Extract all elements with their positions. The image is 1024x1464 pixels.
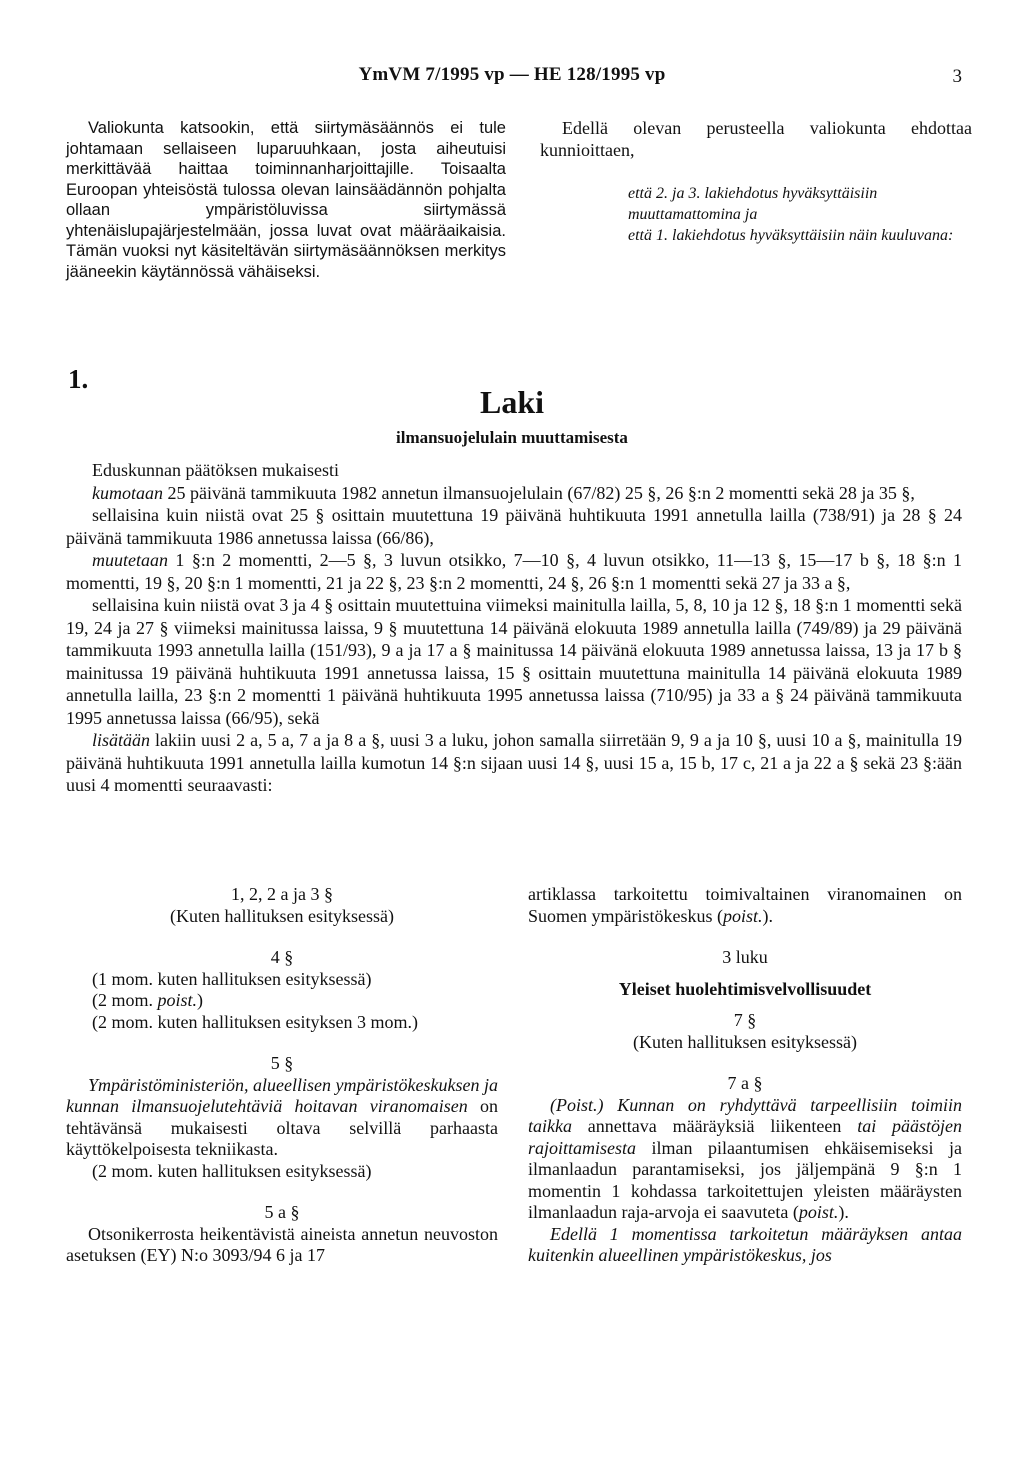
amend-keyword: muutetaan xyxy=(92,550,168,570)
chapter-title: Yleiset huolehtimisvelvollisuudet xyxy=(618,978,872,999)
amend-text: 1 §:n 2 momentti, 2—5 §, 3 luvun otsikko, 7—10 §, 4 luvun otsikko, 11—13 §, 15—17 b §, 18 §:n 1 momentti, 19 §, 20 §:n 1 momentti, 21 ja 22 §, 23 §:n 2 momentti, 24 §, 26 §:n 1 momentti sekä 27 ja 33 a §, xyxy=(66,550,962,593)
repeal-text: 25 päivänä tammikuuta 1982 annetun ilmansuojelulain (67/82) 25 §, 26 §:n 2 momentti sekä 28 ja 35 §, xyxy=(163,482,915,503)
law-title: Laki xyxy=(479,384,545,420)
proposal-item-2: että 1. lakiehdotus hyväksyttäisiin näin kuuluvana: xyxy=(628,227,954,244)
section-5a-heading: 5 a § xyxy=(264,1202,300,1222)
bottom-left-column xyxy=(66,884,498,1267)
section-7a-paragraph-2: Edellä 1 momentissa tarkoitetun määräyksen antaa kuitenkin alueellinen ympäristökeskus, jos xyxy=(528,1223,962,1265)
top-left-column xyxy=(66,118,506,282)
running-header: YmVM 7/1995 vp — HE 128/1995 vp xyxy=(358,64,666,85)
page-number: 3 xyxy=(952,66,962,87)
section-5-body: on tehtävänsä mukaisesti oltava selvillä parhaasta käyttökelpoisesta tekniikasta. xyxy=(66,1096,498,1159)
section-7a-heading: 7 a § xyxy=(727,1073,763,1093)
section-4-note-2-italic: poist. xyxy=(157,990,198,1010)
section-7-note: (Kuten hallituksen esityksessä) xyxy=(633,1031,857,1052)
amend-paragraph xyxy=(66,549,962,594)
proposal-intro: Edellä olevan perusteella valiokunta ehdottaa kunnioittaen, xyxy=(540,118,972,160)
section-7a-p1-a: (Poist.) Kunnan on ryhdyttävä tarpeellisiin toimiin taikka xyxy=(528,1094,962,1136)
top-right-column xyxy=(540,118,972,246)
section-5-heading: 5 § xyxy=(270,1053,294,1073)
section-5-italic: Ympäristöministeriön, alueellisen ympäristökeskuksen ja kunnan ilmansuojelutehtäviä hoitavan viranomaisen xyxy=(66,1074,498,1116)
section-1-3-note: (Kuten hallituksen esityksessä) xyxy=(170,905,394,926)
section-7a-p1-c: tai päästöjen rajoittamisesta xyxy=(528,1116,963,1158)
section-7a-p1-e: poist. xyxy=(798,1202,839,1222)
repeal-detail: sellaisina kuin niistä ovat 25 § osittain muutettuna 19 päivänä huhtikuuta 1991 annetulla lailla (738/91) ja 28 § 24 päivänä tammikuuta 1986 annetussa laissa (66/86), xyxy=(66,505,962,548)
proposal-item-1: että 2. ja 3. lakiehdotus hyväksyttäisiin muuttamattomina ja xyxy=(628,185,878,223)
section-4-note-2 xyxy=(66,990,498,1012)
add-keyword: lisätään xyxy=(92,730,151,750)
law-number: 1. xyxy=(68,364,89,394)
section-4-heading: 4 § xyxy=(270,947,294,967)
enactment-clause xyxy=(66,459,962,797)
section-7a-p1-f: ). xyxy=(838,1202,849,1222)
section-7-heading: 7 § xyxy=(733,1010,757,1030)
section-4-note-2-post: ) xyxy=(197,990,204,1010)
section-5a-cont-pre: artiklassa tarkoitettu toimivaltainen viranomainen on Suomen ympäristökeskus ( xyxy=(528,884,962,926)
bottom-right-column xyxy=(528,884,962,1267)
section-1-3-heading: 1, 2, 2 a ja 3 § xyxy=(231,884,333,904)
amend-detail: sellaisina kuin niistä ovat 3 ja 4 § osittain muutettuina viimeksi mainitulla lailla, 5, 8, 10 ja 12 §, 18 §:n 1 momentti sekä 19, 24 ja 27 § viimeksi mainitussa laissa, 9 § muutettuna 14 päivänä elokuuta 1989 annetulla lailla (749/89) ja 29 päivänä tammikuuta 1993 annetulla lailla (151/93), 9 a ja 17 a § mainitussa 14 päivänä elokuuta 1989 annetussa laissa, 13 ja 17 b § mainitussa 19 päivänä huhtikuuta 1991 annetussa laissa, 15 § osittain muutettuna mainitulla 14 päivänä elokuuta 1989 annetulla lailla, 23 §:n 2 momentti 1 päivänä huhtikuuta 1995 annetussa laissa (710/95) ja 33 a § 24 päivänä tammikuuta 1995 annetussa laissa (66/95), sekä xyxy=(66,595,962,728)
section-7a-p1-b: annettava määräyksiä liikenteen xyxy=(571,1116,858,1136)
repeal-keyword: kumotaan xyxy=(92,482,163,503)
proposal-list xyxy=(540,183,972,246)
section-5a-cont-italic: poist. xyxy=(723,905,763,926)
section-5-text xyxy=(66,1075,498,1161)
section-4-note-2-pre: (2 mom. xyxy=(92,990,158,1010)
section-7a-paragraph-1 xyxy=(528,1095,962,1224)
section-5a-text: Otsonikerrosta heikentävistä aineista annetun neuvoston asetuksen (EY) N:o 3093/94 6 ja 17 xyxy=(66,1223,498,1265)
add-text: lakiin uusi 2 a, 5 a, 7 a ja 8 a §, uusi 3 a luku, johon samalla siirretään 9, 9 a ja 10 §, uusi 10 a §, mainitulla 19 päivänä huhtikuuta 1991 annetulla lailla kumotun 14 §:n sijaan uusi 14 §, uusi 15 a, 15 b, 17 c, 21 a ja 22 a § sekä 23 §:ään uusi 4 momentti seuraavasti: xyxy=(66,730,962,795)
law-subtitle: ilmansuojelulain muuttamisesta xyxy=(396,428,628,447)
chapter-number: 3 luku xyxy=(722,947,768,967)
section-5a-cont-post: ). xyxy=(762,905,774,926)
repeal-paragraph xyxy=(66,482,962,505)
committee-paragraph: Valiokunta katsookin, että siirtymäsäännös ei tule johtamaan sellaiseen luparuuhkaan, josta aiheutuisi merkittävää haittaa toiminnanharjoittajille. Toisaalta Euroopan yhteisöstä tulossa olevan lainsäädännön pohjalta ollaan ympäristöluvissa siirtymässä yhtenäislupajärjestelmään, jossa luvat ovat määräaikaisia. Tämän vuoksi nyt käsiteltävän siirtymäsäännöksen merkitys jääneekin käytännössä vähäiseksi. xyxy=(66,119,506,281)
section-5a-continued xyxy=(528,884,962,927)
section-7a-p1-d: ilman pilaantumisen ehkäisemiseksi ja ilmanlaadun parantamiseksi, jos jäljempänä 9 §:n 1 momentin 1 kohdassa tarkoitettujen yleisten määräysten ilmanlaadun raja-arvoja ei saavuteta ( xyxy=(528,1137,962,1222)
section-4-note-1: (1 mom. kuten hallituksen esityksessä) xyxy=(92,968,372,989)
section-5-note: (2 mom. kuten hallituksen esityksessä) xyxy=(92,1160,372,1181)
section-4-note-3: (2 mom. kuten hallituksen esityksen 3 mom.) xyxy=(92,1011,418,1032)
enactment-intro: Eduskunnan päätöksen mukaisesti xyxy=(92,460,339,480)
add-paragraph xyxy=(66,729,962,797)
